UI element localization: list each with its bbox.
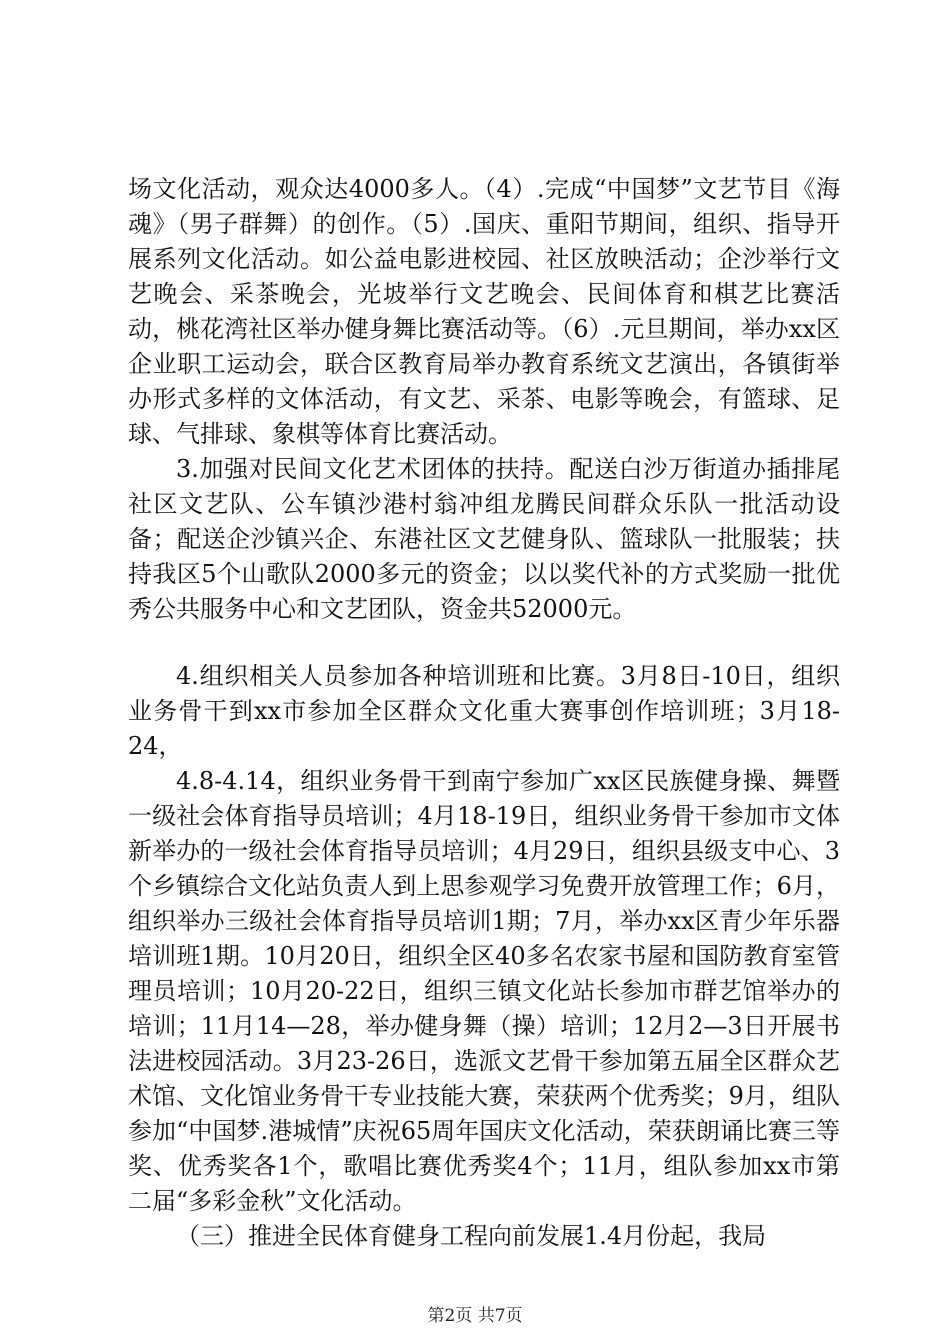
paragraph-folk-art-support: 3.加强对民间文化艺术团体的扶持。配送白沙万街道办插排尾社区文艺队、公车镇沙港村翁冲组龙腾民间群众乐队一批活动设备；配送企沙镇兴企、东港社区文艺健身队、篮球队一批服装；扶持我区5个山歌队2000多元的资金；以以奖代补的方式奖励一批优秀公共服务中心和文艺团队，资金共52000元。: [128, 455, 840, 623]
paragraph-training-details: 4.8-4.14，组织业务骨干到南宁参加广xx区民族健身操、舞暨一级社会体育指导员培训；4月18-19日，组织业务骨干参加市文体新举办的一级社会体育指导员培训；4月29日，组织县级支中心、3个乡镇综合文化站负责人到上思参观学习免费开放管理工作；6月，组织举办三级社会体育指导员培训1期；7月，举办xx区青少年乐器培训班1期。10月20日，组织全区40多名农家书屋和国防教育室管理员培训；10月20-22日，组织三镇文化站长参加市群艺馆举办的培训；11月14—28，举办健身舞（操）培训；12月2—3日开展书法进校园活动。3月23-26日，选派文艺骨干参加第五届全区群众艺术馆、文化馆业务骨干专业技能大赛，荣获两个优秀奖；9月，组队参加“中国梦.港城情”庆祝65周年国庆文化活动，荣获朗诵比赛三等奖、优秀奖各1个，歌唱比赛优秀奖4个；11月，组队参加xx市第二届“多彩金秋”文化活动。: [128, 767, 840, 1215]
paragraph-training-intro: 4.组织相关人员参加各种培训班和比赛。3月8日-10日，组织业务骨干到xx市参加全区群众文化重大赛事创作培训班；3月18-24，: [128, 662, 840, 760]
document-body: [128, 172, 840, 1254]
page-number-footer: 第2页 共7页: [427, 1306, 523, 1326]
paragraph-fitness-project: （三）推进全民体育健身工程向前发展1.4月份起，我局: [176, 1222, 767, 1250]
paragraph-cultural-activities: 场文化活动，观众达4000多人。（4）.完成“中国梦”文艺节目《海魂》（男子群舞）的创作。（5）.国庆、重阳节期间，组织、指导开展系列文化活动。如公益电影进校园、社区放映活动；企沙举行文艺晚会、采茶晚会，光坡举行文艺晚会、民间体育和棋艺比赛活动，桃花湾社区举办健身舞比赛活动等。（6）.元旦期间，举办xx区企业职工运动会，联合区教育局举办教育系统文艺演出，各镇街举办形式多样的文体活动，有文艺、采茶、电影等晚会，有篮球、足球、气排球、象棋等体育比赛活动。: [128, 175, 840, 448]
